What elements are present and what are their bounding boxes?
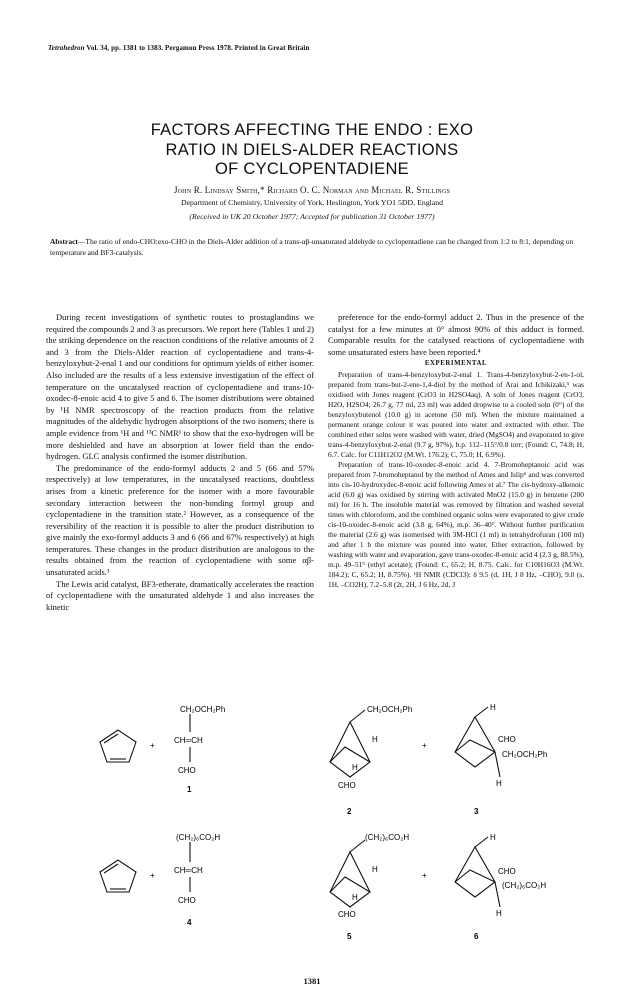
compound-number: 3 [474, 807, 479, 816]
hydrogen-label: H [496, 909, 502, 918]
aldehyde-label: CHO [338, 910, 356, 919]
hydrogen-label: H [496, 779, 502, 788]
aldehyde-label: CHO [498, 867, 516, 876]
plus-sign: + [150, 871, 155, 880]
aldehyde-label: CHO [338, 781, 356, 790]
section-heading: EXPERIMENTAL [424, 360, 488, 368]
bond [350, 840, 365, 852]
journal-details: Vol. 34, pp. 1381 to 1383. Pergamon Press 1978. Printed in Great Britain [86, 44, 310, 52]
abstract-label: Abstract [50, 237, 78, 246]
hydrogen-label: H [372, 735, 378, 744]
cyclopentadiene-ring [100, 730, 136, 762]
title-line-1: FACTORS AFFECTING THE ENDO : EXO [150, 121, 474, 139]
bond [475, 707, 488, 717]
substituent-label: CH₂OCH₂Ph [180, 705, 226, 714]
compound-number: 1 [187, 785, 192, 794]
affiliation: Department of Chemistry, University of York, Heslington, York YO1 5DD, England [180, 198, 444, 207]
preparation-paragraph: Preparation of trans-4-benzyloxybut-2-enal 1. Trans-4-benzyloxybut-2-en-1-ol, prepared from trans-but-2-ene-1,4-diol by the method of Arai and Ichikizaki,⁵ was oxidised with Jones reagent (CrO3 in H2SO4aq). A soln of Jones reagent (CrO3, H2O, H2SO4; 26.7 g, 77 ml, 23 ml) was added dropwise to a cooled soln (0°) of the benzyloxybutenol (10.0 g) in acetone (50 ml). When the mixture maintained a permanent orange colour it was poured into water and extracted with ether. The combined ether solns were washed with water, dried (MgSO4) and evaporated to give trans-4-benzyloxybut-2-enal (9.7 g, 97%), b.p. 112–115°/0.8 torr; (Found: C, 74.8; H, 6.7. Calc. for C11H12O2 (M.Wt. 176.2); C, 75.0; H, 6.9%). [328, 369, 584, 459]
hydrogen-label: H [352, 763, 358, 772]
bond [475, 837, 488, 847]
compound-number: 2 [347, 807, 352, 816]
bond [495, 752, 500, 777]
hydrogen-label: H [352, 893, 358, 902]
paragraph: During recent investigations of synthetic routes to prostaglandins we required the compounds 2 and 3 as precursors. We report here (Tables 1 and 2) the striking dependence on the reaction conditions of the relative amounts of 2 and 3 from the Diels-Alder reaction of cyclopentadiene and trans-4-benzyloxybut-2-enal 1 and our conditions for optimum yields of either isomer. Also included are the results of a less extensive investigation of the effect of temperature on the uncatalysed reaction of cyclopentadiene and trans-10-oxodec-8-enoic acid 4 to give 5 and 6. The isomer distributions were obtained by ¹H NMR spectroscopy of the reaction products from the relative magnitudes of the aldehydic hydrogen absorptions of the two isomers; there is ample evidence from ¹H and ¹³C NMR¹ to show that the exo-hydrogen will be more deshielded and have an absorption at lower field than the endo-hydrogen. GLC analysis confirmed the isomer distribution. [46, 312, 314, 462]
left-column [46, 312, 314, 613]
page-number: 1381 [303, 976, 321, 986]
right-column [328, 312, 584, 590]
substituent-label: CH₂OCH₂Ph [367, 705, 413, 714]
title-line-3: OF CYCLOPENTADIENE [215, 160, 409, 178]
aldehyde-label: CHO [178, 766, 196, 775]
bond [495, 882, 500, 907]
reaction-scheme [80, 702, 600, 970]
paragraph: The predominance of the endo-formyl adducts 2 and 5 (66 and 57% respectively) at low temperatures, in the uncatalysed reactions, doubtless arises from a kinetic preference for the isomer with a more favourable secondary interaction between the non-bonding formyl group and cyclopentadiene in the transition state.² However, as a consequence of the reversibility of the reaction it is possible to alter the product distribution to give mainly the exo-formyl adducts 3 and 6 (66 and 67% respectively) at high temperatures. These changes in the product distribution are analogous to the results obtained from the reaction of cyclopentadiene with some αβ-unsaturated acids.³ [46, 462, 314, 578]
paragraph: The Lewis acid catalyst, BF3-etherate, dramatically accelerates the reaction of cyclopentadiene with the unsaturated aldehyde 1 and also increases the kinetic [46, 578, 314, 612]
bond [350, 710, 365, 722]
journal-header [48, 44, 309, 52]
hydrogen-label: H [372, 865, 378, 874]
alkene-label: CH═CH [174, 736, 203, 745]
plus-sign: + [150, 741, 155, 750]
paragraph: preference for the endo-formyl adduct 2. Thus in the presence of the catalyst for a few minutes at 0° almost 90% of this adduct is formed. Comparable results for the catalysed reactions of cyclopentadiene with some unsaturated esters have been reported.⁴ [328, 312, 584, 357]
journal-name: Tetrahedron [48, 44, 85, 52]
scheme-svg [80, 702, 600, 970]
aldehyde-label: CHO [178, 896, 196, 905]
compound-number: 5 [347, 932, 352, 941]
alkene-label: CH═CH [174, 866, 203, 875]
received-date: (Received in UK 20 October 1977; Accepted for publication 31 October 1977) [189, 212, 435, 221]
abstract [50, 236, 574, 258]
preparation-paragraph: Preparation of trans-10-oxodec-8-enoic acid 4. 7-Bromoheptanoic acid was prepared from 7-bromoheptanol by the method of Ames and Islip⁶ and was converted into cis-10-hydroxydec-8-enoic acid following Ames et al.⁷ The cis-hydroxy-alkenoic acid (6.0 g) was oxidised by stirring with activated MnO2 (15.0 g) in benzene (200 ml) for 16 h. The insoluble material was removed by filtration and washed several times with chloroform, and the combined organic solns were evaporated to give crude cis-10-oxodec-8-enoic acid (3.8 g, 64%), m.p. 36–40°. Without further purification the material (2.6 g) was isomerised with 3M-HCl (1 ml) in tetrahydrofuran (100 ml) and after 1 h the mixture was poured into water. Ether extraction, followed by washing with water and evaporation, gave trans-oxodec-8-enoic acid 4 (2.3 g, 88.5%), m.p. 49–51° (ethyl acetate); (Found: C, 65.2; H, 8.75. Calc. for C10H16O3 (M.Wt. 184.2); C, 65.2; H, 8.75%). ¹H NMR (CDCl3): δ 9.5 (d, 1H, J 8 Hz, –CHO), 9.0 (s, 1H, –CO2H), 7.2–5.8 (2t, 2H, J 6 Hz, 2d, J [328, 459, 584, 589]
aldehyde-label: CHO [498, 735, 516, 744]
hydrogen-label: H [490, 703, 496, 712]
abstract-text: —The ratio of endo-CHO:exo-CHO in the Diels-Alder addition of a trans-αβ-unsaturated aldehyde to cyclopentadiene can be changed from 1:2 to 8:1, depending on temperature and BF3-catalysis. [50, 237, 574, 257]
compound-number: 4 [187, 918, 192, 927]
compound-number: 6 [474, 932, 479, 941]
plus-sign: + [422, 871, 427, 880]
hydrogen-label: H [490, 833, 496, 842]
plus-sign: + [422, 741, 427, 750]
substituent-label: CH₂OCH₂Ph [502, 750, 548, 759]
substituent-label: (CH₂)₆CO₂H [502, 881, 547, 890]
substituent-label: (CH₂)₆CO₂H [176, 833, 221, 842]
title-line-2: RATIO IN DIELS-ALDER REACTIONS [165, 140, 459, 159]
author-list: John R. Lindsay Smith,* Richard O. C. Norman and Michael R. Stillings [173, 185, 451, 195]
substituent-label: (CH₂)₆CO₂H [365, 833, 410, 842]
article-title [0, 121, 624, 180]
cyclopentadiene-ring [100, 860, 136, 892]
